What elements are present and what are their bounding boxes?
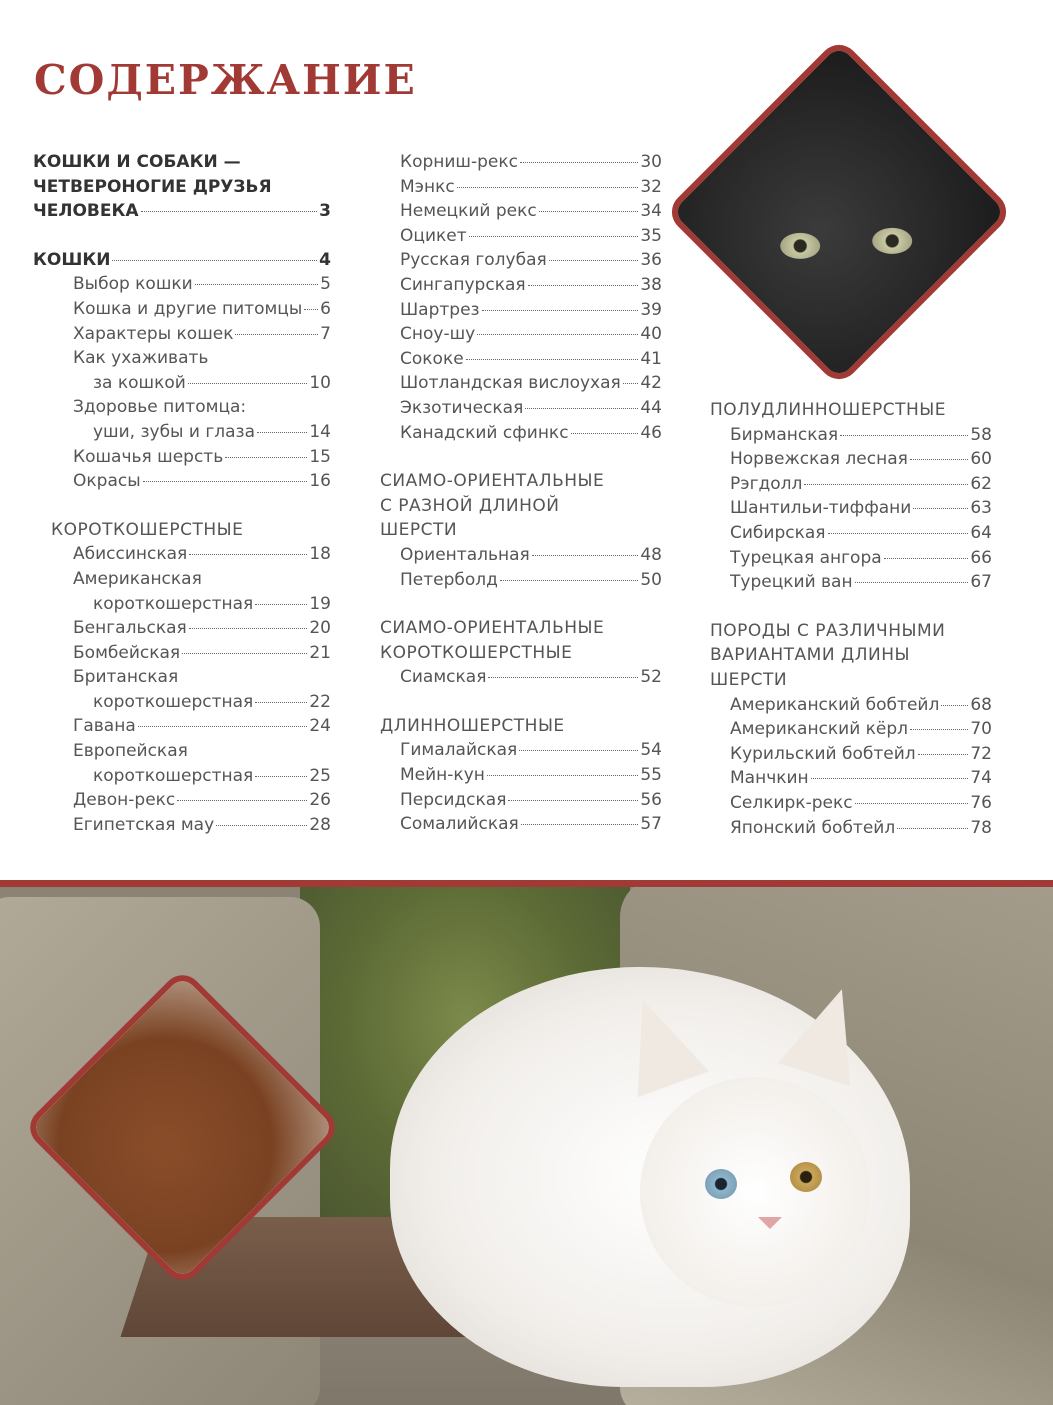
toc-entry[interactable] xyxy=(380,175,662,200)
toc-label: Выбор кошки xyxy=(73,274,193,295)
toc-page: 14 xyxy=(309,421,331,442)
toc-label: Здоровье питомца: xyxy=(73,397,247,418)
toc-page: 57 xyxy=(640,814,662,835)
toc-label: Персидская xyxy=(400,789,507,810)
toc-label: Оцикет xyxy=(400,225,467,246)
toc-section-heading: ДЛИННОШЕРСТНЫЕ xyxy=(380,715,565,736)
toc-page: 78 xyxy=(970,817,992,838)
toc-page: 54 xyxy=(640,740,662,761)
toc-page: 26 xyxy=(309,790,331,811)
toc-entry[interactable] xyxy=(33,592,331,617)
toc-label: Петерболд xyxy=(400,569,498,590)
toc-entry[interactable] xyxy=(380,322,662,347)
toc-label: Турецкая ангора xyxy=(730,547,882,568)
toc-page: 36 xyxy=(640,250,662,271)
toc-entry[interactable] xyxy=(380,763,662,788)
toc-label: Американский бобтейл xyxy=(730,694,940,715)
toc-entry[interactable] xyxy=(710,791,992,816)
toc-page: 76 xyxy=(970,792,992,813)
toc-entry[interactable] xyxy=(380,421,662,446)
toc-entry[interactable] xyxy=(380,347,662,372)
toc-label: Сибирская xyxy=(730,522,826,543)
toc-label: КОШКИ xyxy=(33,249,111,270)
toc-page: 42 xyxy=(640,373,662,394)
toc-label: Немецкий рекс xyxy=(400,201,537,222)
toc-label: Американский кёрл xyxy=(730,719,909,740)
toc-section-heading: ВАРИАНТАМИ ДЛИНЫ xyxy=(710,645,911,666)
toc-page: 44 xyxy=(640,397,662,418)
toc-page: 60 xyxy=(970,449,992,470)
toc-section-intro-line2: ЧЕТВЕРОНОГИЕ ДРУЗЬЯ xyxy=(33,176,272,197)
toc-entry[interactable] xyxy=(33,714,331,739)
toc-entry[interactable] xyxy=(33,616,331,641)
toc-label: короткошерстная xyxy=(93,691,254,712)
toc-page: 41 xyxy=(640,348,662,369)
toc-label: ЧЕЛОВЕКА xyxy=(33,201,139,222)
toc-label: Сингапурская xyxy=(400,274,526,295)
toc-page: 24 xyxy=(309,716,331,737)
toc-entry[interactable] xyxy=(33,297,331,322)
toc-page: 40 xyxy=(640,324,662,345)
toc-page: 32 xyxy=(640,176,662,197)
toc-label: Бомбейская xyxy=(73,642,181,663)
toc-entry[interactable] xyxy=(33,813,331,838)
toc-page: 70 xyxy=(970,719,992,740)
toc-entry[interactable] xyxy=(380,371,662,396)
toc-label: Мэнкс xyxy=(400,176,455,197)
toc-page: 48 xyxy=(640,544,662,565)
toc-label: Шотландская вислоухая xyxy=(400,373,621,394)
toc-entry[interactable] xyxy=(380,812,662,837)
toc-label: Ориентальная xyxy=(400,544,530,565)
toc-label: Кошачья шерсть xyxy=(73,446,224,467)
toc-label: Норвежская лесная xyxy=(730,449,908,470)
toc-page: 18 xyxy=(309,544,331,565)
toc-page: 50 xyxy=(640,569,662,590)
toc-entry[interactable] xyxy=(33,764,331,789)
toc-entry[interactable] xyxy=(33,469,331,494)
toc-entry[interactable] xyxy=(380,788,662,813)
toc-page: 38 xyxy=(640,274,662,295)
toc-page: 64 xyxy=(970,522,992,543)
toc-page: 68 xyxy=(970,694,992,715)
toc-section-intro-line1: КОШКИ И СОБАКИ — xyxy=(33,152,241,172)
toc-page: 25 xyxy=(309,765,331,786)
toc-page: 15 xyxy=(309,446,331,467)
cat-eye-right xyxy=(872,228,912,254)
toc-entry[interactable] xyxy=(380,273,662,298)
toc-section-heading: ПОЛУДЛИННОШЕРСТНЫЕ xyxy=(710,400,946,420)
toc-label: Шартрез xyxy=(400,299,480,320)
toc-page: 16 xyxy=(309,471,331,492)
toc-section-heading: КОРОТКОШЕРСТНЫЕ xyxy=(51,519,244,540)
toc-entry[interactable] xyxy=(33,248,331,273)
toc-column-1 xyxy=(33,150,331,837)
toc-entry[interactable] xyxy=(380,665,662,690)
toc-label: Окрасы xyxy=(73,471,141,492)
toc-entry[interactable] xyxy=(380,396,662,421)
toc-entry[interactable] xyxy=(380,224,662,249)
toc-entry[interactable] xyxy=(380,738,662,763)
toc-entry[interactable] xyxy=(33,420,331,445)
toc-page: 46 xyxy=(640,422,662,443)
toc-section-heading: С РАЗНОЙ ДЛИНОЙ xyxy=(380,495,560,516)
toc-label: Как ухаживать xyxy=(73,348,209,369)
toc-section-heading: ШЕРСТИ xyxy=(710,669,788,690)
toc-entry[interactable] xyxy=(33,272,331,297)
toc-entry[interactable] xyxy=(33,199,331,224)
toc-label: Курильский бобтейл xyxy=(730,743,916,764)
toc-section-heading: СИАМО-ОРИЕНТАЛЬНЫЕ xyxy=(380,618,605,639)
toc-entry[interactable] xyxy=(380,543,662,568)
toc-page: 4 xyxy=(319,249,331,270)
toc-page: 67 xyxy=(970,572,992,593)
toc-label: Мейн-кун xyxy=(400,765,485,786)
toc-page: 30 xyxy=(640,152,662,172)
toc-section-heading: ШЕРСТИ xyxy=(380,520,458,541)
toc-entry[interactable] xyxy=(380,150,662,175)
toc-label: Турецкий ван xyxy=(730,572,853,593)
toc-entry[interactable] xyxy=(710,717,992,742)
toc-entry[interactable] xyxy=(380,298,662,323)
toc-label: Сококе xyxy=(400,348,464,369)
toc-entry[interactable] xyxy=(710,423,992,448)
toc-entry[interactable] xyxy=(710,693,992,718)
toc-page: 63 xyxy=(970,498,992,519)
toc-entry[interactable] xyxy=(380,568,662,593)
toc-entry[interactable] xyxy=(710,496,992,521)
toc-entry[interactable] xyxy=(33,371,331,396)
toc-entry[interactable] xyxy=(380,199,662,224)
toc-label: Манчкин xyxy=(730,768,809,789)
toc-entry[interactable] xyxy=(710,447,992,472)
toc-entry[interactable] xyxy=(710,546,992,571)
toc-page: 5 xyxy=(320,274,331,295)
toc-page: 58 xyxy=(970,424,992,445)
toc-label: Экзотическая xyxy=(400,397,524,418)
toc-column-2 xyxy=(380,150,662,837)
toc-section-heading: ПОРОДЫ С РАЗЛИЧНЫМИ xyxy=(710,620,946,641)
toc-label: Кошка и другие питомцы xyxy=(73,298,303,319)
toc-page: 20 xyxy=(309,618,331,639)
toc-entry[interactable] xyxy=(33,788,331,813)
page-title: СОДЕРЖАНИЕ xyxy=(34,56,417,104)
toc-label: Абиссинская xyxy=(73,544,188,565)
toc-page: 34 xyxy=(640,201,662,222)
toc-entry[interactable] xyxy=(710,816,992,841)
toc-entry[interactable] xyxy=(33,322,331,347)
toc-entry[interactable] xyxy=(33,542,331,567)
toc-label: Бирманская xyxy=(730,424,839,445)
toc-label: Характеры кошек xyxy=(73,323,234,344)
toc-label: Русская голубая xyxy=(400,250,547,271)
toc-label: Бенгальская xyxy=(73,618,187,639)
toc-page: 3 xyxy=(319,201,331,222)
toc-label: Корниш-рекс xyxy=(400,152,518,172)
toc-page: 28 xyxy=(309,814,331,835)
toc-label: Сомалийская xyxy=(400,814,519,835)
toc-entry[interactable] xyxy=(710,570,992,595)
toc-page: 72 xyxy=(970,743,992,764)
toc-page: 55 xyxy=(640,765,662,786)
toc-page: 35 xyxy=(640,225,662,246)
toc-label: Селкирк-рекс xyxy=(730,792,853,813)
toc-label: за кошкой xyxy=(93,372,186,393)
toc-label: Сноу-шу xyxy=(400,324,476,345)
toc-page: 52 xyxy=(640,667,662,688)
toc-label: Рэгдолл xyxy=(730,473,803,494)
toc-label: Гавана xyxy=(73,716,136,737)
toc-page: 21 xyxy=(309,642,331,663)
toc-entry[interactable] xyxy=(710,766,992,791)
toc-entry[interactable] xyxy=(33,445,331,470)
toc-page: 22 xyxy=(309,691,331,712)
toc-label: Европейская xyxy=(73,741,188,762)
toc-page: 56 xyxy=(640,789,662,810)
toc-page: 74 xyxy=(970,768,992,789)
toc-entry[interactable] xyxy=(710,521,992,546)
cat-eye-left xyxy=(780,233,820,259)
toc-entry[interactable] xyxy=(710,742,992,767)
toc-page: 66 xyxy=(970,547,992,568)
toc-entry[interactable] xyxy=(33,690,331,715)
toc-page: 39 xyxy=(640,299,662,320)
toc-section-heading: КОРОТКОШЕРСТНЫЕ xyxy=(380,642,573,663)
toc-label: Шантильи-тиффани xyxy=(730,498,912,519)
toc-label: уши, зубы и глаза xyxy=(93,421,256,442)
toc-label: Американская xyxy=(73,568,202,589)
toc-entry[interactable] xyxy=(710,472,992,497)
toc-label: короткошерстная xyxy=(93,593,254,614)
toc-page: 62 xyxy=(970,473,992,494)
toc-label: Британская xyxy=(73,667,179,688)
toc-section-heading: СИАМО-ОРИЕНТАЛЬНЫЕ xyxy=(380,471,605,492)
toc-label: Девон-рекс xyxy=(73,790,176,811)
toc-label: Канадский сфинкс xyxy=(400,422,569,443)
toc-label: Сиамская xyxy=(400,667,487,688)
toc-entry[interactable] xyxy=(380,248,662,273)
toc-label: Гималайская xyxy=(400,740,518,761)
toc-page: 6 xyxy=(320,298,331,319)
toc-page: 7 xyxy=(320,323,331,344)
toc-page: 19 xyxy=(309,593,331,614)
toc-label: Японский бобтейл xyxy=(730,817,896,838)
toc-label: короткошерстная xyxy=(93,765,254,786)
toc-page: 10 xyxy=(309,372,331,393)
toc-label: Египетская мау xyxy=(73,814,215,835)
toc-entry[interactable] xyxy=(33,641,331,666)
